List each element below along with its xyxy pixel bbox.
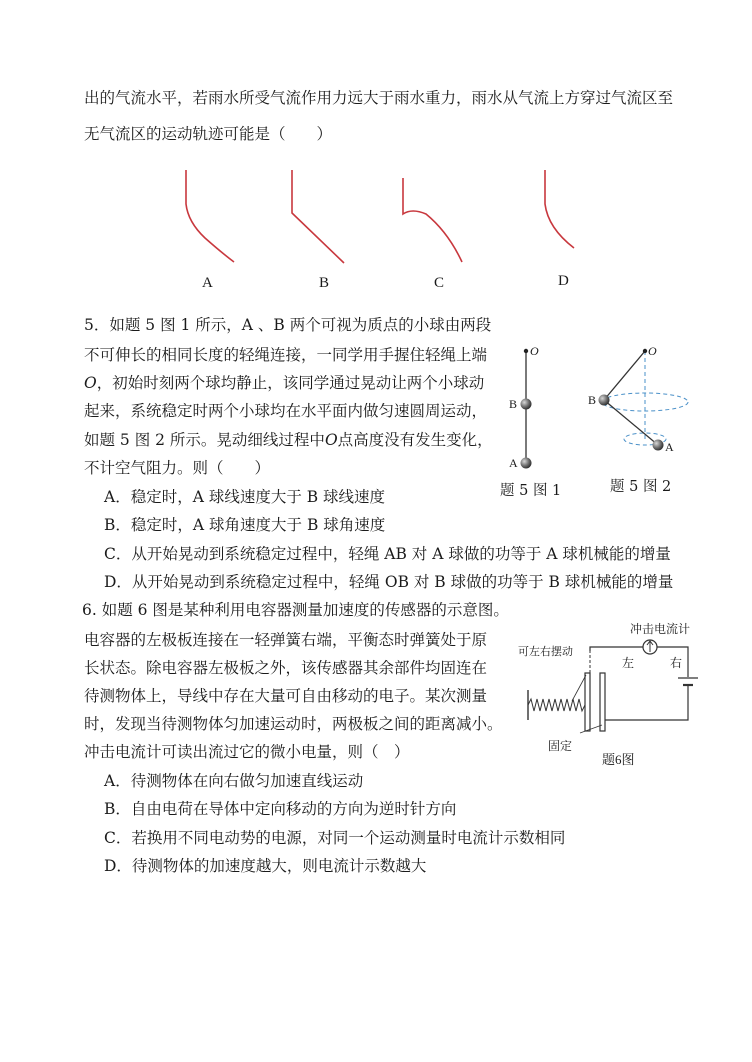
ball-b-1 [521,399,532,410]
q6-text-line5: 时，发现当待测物体匀加速运动时，两极板之间的距离减小。 [84,715,503,733]
trajectory-b [292,170,344,263]
var-o: O [84,374,97,392]
q5-text-line3 [84,373,484,393]
q5-text-line5-post: 点高度没有发生变化， [337,431,493,449]
trajectory-d [545,170,574,248]
var-o-2: O [324,431,338,449]
q5-text-line4: 起来，系统稳定时两个小球均在水平面内做匀速圆周运动， [84,402,488,420]
q5-text-line3-rest: ，初始时刻两个球均静止，该同学通过晃动让两个小球动 [96,374,485,392]
q5-option-b: B．稳定时，A 球角速度大于 B 球角速度 [104,516,386,534]
q5-fig1-caption: 题 5 图 1 [500,483,562,499]
left-plate [585,673,590,731]
q6-text-line1: 6. 如题 6 图是某种利用电容器测量加速度的传感器的示意图。 [82,601,509,619]
q5-option-a: A．稳定时，A 球线速度大于 B 球线速度 [104,488,386,506]
q6-figure [510,615,710,775]
ball-a-2 [653,440,664,451]
movable-label: 可左右摆动 [518,646,573,658]
option-label-b: B [319,275,330,291]
q5-fig2-caption: 题 5 图 2 [610,479,672,495]
q5-option-c: C．从开始晃动到系统稳定过程中，轻绳 AB 对 A 球做的功等于 A 球机械能的增量 [104,545,671,563]
label-b-1: B [509,397,518,411]
q5-figure-2 [580,335,700,475]
q6-option-b: B．自由电荷在导体中定向移动的方向为逆时针方向 [104,800,457,818]
q5-text-line2: 不可伸长的相同长度的轻绳连接，一同学用手握住轻绳上端 [84,346,488,364]
q5-option-d: D．从开始晃动到系统稳定过程中，轻绳 OB 对 B 球做的功等于 B 球机械能的增量 [104,573,674,591]
q4-text-line1: 出的气流水平，若雨水所受气流作用力远大于雨水重力，雨水从气流上方穿过气流区至 [84,89,674,107]
q6-text-line6: 冲击电流计可读出流过它的微小电量，则（ ） [84,743,410,761]
q5-text-line1: 5．如题 5 图 1 所示，A 、B 两个可视为质点的小球由两段 [84,316,492,334]
option-label-d: D [558,273,569,289]
spring [528,699,585,711]
q4-text-line2: 无气流区的运动轨迹可能是（ ） [84,125,333,143]
trajectory-a [186,170,234,262]
ball-a-1 [521,458,532,469]
label-o-1: O [530,344,539,358]
q5-text-line5 [84,430,493,450]
right-label: 右 [670,656,683,670]
label-a-1: A [509,456,518,470]
fixed-label: 固定 [548,739,573,753]
option-label-a: A [202,275,213,291]
q6-option-d: D．待测物体的加速度越大，则电流计示数越大 [104,857,427,875]
q6-text-line2: 电容器的左极板连接在一轻弹簧右端，平衡态时弹簧处于原 [84,631,488,649]
label-a-2: A [665,440,674,454]
q6-text-line4: 待测物体上，导线中存在大量可自由移动的电子。某次测量 [84,687,488,705]
galvanometer-label: 冲击电流计 [630,622,691,636]
label-o-2: O [648,344,657,358]
left-label: 左 [622,656,635,670]
q4-trajectory-options [0,0,752,300]
q6-option-a: A．待测物体在向右做匀加速直线运动 [104,772,364,790]
right-plate [600,673,605,731]
q5-text-line5-pre: 如题 5 图 2 所示。晃动细线过程中 [84,431,325,449]
q6-text-line3: 长状态。除电容器左极板之外，该传感器其余部件均固连在 [84,659,488,677]
ball-b-2 [599,395,610,406]
label-b-2: B [588,393,597,407]
option-label-c: C [434,275,445,291]
fig6-caption: 题6图 [602,752,635,767]
q5-text-line6: 不计空气阻力。则（ ） [84,459,271,477]
q6-option-c: C．若换用不同电动势的电源，对同一个运动测量时电流计示数相同 [104,829,566,847]
trajectory-c [403,178,462,262]
